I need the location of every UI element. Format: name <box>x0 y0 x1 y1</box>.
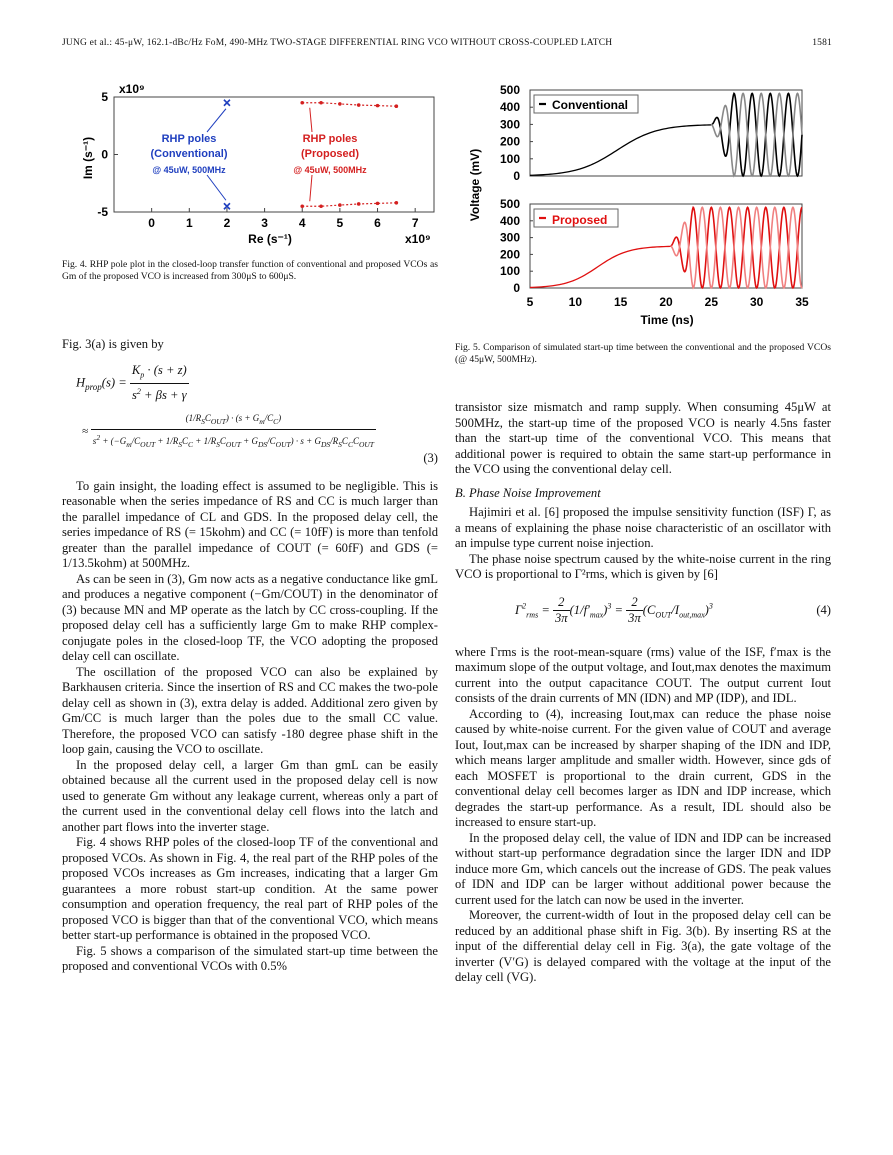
fig4-ylabel: Im (s⁻¹) <box>81 136 95 180</box>
fig4-pole-marker <box>300 204 304 208</box>
fig4-pole-marker <box>357 103 361 107</box>
fig5-ylabel: Voltage (mV) <box>468 148 482 222</box>
fig4-label-prop-3: @ 45uW, 500MHz <box>293 165 367 175</box>
right-paragraph-1: Hajimiri et al. [6] proposed the impulse sensitivity function (ISF) Γ, as a means of explaining the phase noise characteristic of an oscillator with an impulse type current noise injection. <box>455 505 831 550</box>
fig4-xtick-label: 0 <box>148 216 155 230</box>
fig5-xtick-label: 20 <box>659 295 673 309</box>
left-paragraph-1: To gain insight, the loading effect is assumed to be negligible. This is reasonable when the series impedance of RS and CC is much larger than the parallel impedance of CL and GDS. In the proposed delay cell, the series impedance of RS (= 15kohm) and CC (= 10fF) is more than tenfold greater than the parallel impedance of COUT (= 60fF) and GDS (= 1/13.5kohm) at 500MHz. <box>62 478 438 570</box>
fig4-pole-marker <box>338 203 342 207</box>
fig4-pole-marker <box>376 104 380 108</box>
section-heading: B. Phase Noise Improvement <box>455 485 601 500</box>
fig5-xtick-label: 25 <box>704 295 719 309</box>
fig5-xtick-label: 5 <box>526 295 534 309</box>
page-number: 1581 <box>812 38 832 48</box>
fig4-pole-marker <box>338 102 342 106</box>
fig5-ytick-label: 100 <box>499 264 520 279</box>
fig5-ytick-label: 300 <box>499 230 520 245</box>
left-paragraph-2: As can be seen in (3), Gm now acts as a negative conductance like gmL and produces a negative component (−Gm/COUT) in the denominator of (3) because MN and MP operate as the latch by CC cross-coupling. If the proposed delay cell has a sufficiently large Gm to make RHP complex-conjugate poles in the closed-loop TF, the VCO adopting the proposed delay cell can oscillate. <box>62 571 438 663</box>
fig5-ytick-label: 200 <box>499 134 520 149</box>
fig5-xtick-label: 35 <box>795 295 809 309</box>
fig5-ytick-label: 0 <box>513 281 520 295</box>
eq3-number: (3) <box>423 450 438 465</box>
left-column <box>62 337 438 975</box>
fig4-pole-marker <box>319 101 323 105</box>
left-paragraph-4: In the proposed delay cell, a larger Gm than gmL can be easily obtained because all the current used in the proposed delay cell is now used to generate Gm without any leakage current, whereas only a part of the current used in the conventional delay cell flows into the latch and another part flows into the inverter stage. <box>62 757 438 834</box>
fig4-pole-marker <box>319 204 323 208</box>
fig5-ytick-label: 400 <box>499 100 520 115</box>
fig5-ytick-label: 100 <box>499 151 520 166</box>
fig5-startup-plot <box>462 80 834 330</box>
fig4-exp-x: x10⁹ <box>405 232 431 246</box>
fig4-xtick-label: 5 <box>336 216 344 230</box>
fig5-ytick-label: 200 <box>499 247 520 262</box>
running-title: JUNG et al.: 45-μW, 162.1-dBc/Hz FoM, 490-MHz TWO-STAGE DIFFERENTIAL RING VCO WITHOUT CROSS-COUPLED LATCH <box>62 38 613 48</box>
fig4-xtick-label: 1 <box>185 216 193 230</box>
fig4-label-conv-3: @ 45uW, 500MHz <box>152 165 226 175</box>
fig4-xtick-label: 3 <box>261 216 268 230</box>
fig4-label-conv-2: (Conventional) <box>150 148 228 160</box>
fig5-ytick-label: 300 <box>499 117 520 132</box>
right-paragraph-3: where Γrms is the root-mean-square (rms) value of the ISF, f′max is the maximum slope of the output voltage, and Iout,max denotes the maximum current into the output capacitance COUT. The output current Iout consists of the drain currents of MN (IDN) and MP (IDP), and IDL. <box>455 644 831 705</box>
fig4-xtick-label: 7 <box>411 216 419 230</box>
fig4-pole-marker <box>300 101 304 105</box>
fig4-exp-y: x10⁹ <box>119 82 145 96</box>
right-paragraph-4: According to (4), increasing Iout,max can reduce the phase noise caused by white-noise current. For the given value of COUT and average Iout, Iout,max can be increased by sharper shaping of the IDN and IDP, which means larger amplitude and smaller width. However, since gds of each MOSFET is proportional to the drain current, GDS in the conventional delay cell becomes larger as IDN and IDP increase, which degrades the start-up performance. As a result, IDL should also be increased to ensure start-up. <box>455 706 831 829</box>
fig4-ytick-label: 5 <box>101 90 108 104</box>
fig4-xtick-label: 4 <box>298 216 306 230</box>
fig4-pole-marker <box>395 201 399 205</box>
left-paragraph-3: The oscillation of the proposed VCO can also be explained by Barkhausen criteria. Since the insertion of RS and CC makes the two-pole delay cell as shown in (3), extra delay is added. Additional zero given by Gm/CC is much larger than the poles due to the small CC value. Therefore, the proposed VCO can satisfy -180 degree phase shift in the loop gain, causing the VCO to oscillate. <box>62 664 438 756</box>
fig4-pole-plot <box>62 80 442 255</box>
right-paragraph-2: The phase noise spectrum caused by the white-noise current in the ring VCO is proportional to Γ²rms, which is given by [6] <box>455 551 831 581</box>
fig5-xtick-label: 30 <box>749 295 764 309</box>
equation-3: $H_{prop}(s)$ = $\frac{K_p \cdot (s + z)}{s^2 + \beta s + \gamma}$ ≈ $(1/R_SC_{OUT}) \cdot (s + G_m/C_C)$ $s^2 + (-G_m/C_{OUT} + 1/R_SC_C + 1/R_SC_{OUT} + G_{DS}/C_{OUT}) \cdot s + G_{DS}/R_SC_CC_{OUT}$ (3) <box>76 362 438 465</box>
left-intro: Fig. 3(a) is given by <box>62 337 164 351</box>
fig5-ytick-label: 400 <box>499 213 520 228</box>
left-paragraph-5: Fig. 4 shows RHP poles of the closed-loop TF of the conventional and proposed VCOs. As shown in Fig. 4, the real part of the RHP poles of the proposed VCOs increases as Gm increases, indicating that a larger Gm guarantees a more robust start-up condition. At the same power consumption and operation frequency, the real part of RHP poles of the proposed VCO is bigger than that of the conventional VCO, which means better start-up performance is obtained in the proposed VCO. <box>62 835 438 942</box>
fig4-pole-marker <box>357 202 361 206</box>
fig4-ytick-label: -5 <box>97 205 108 219</box>
fig4-label-prop-1: RHP poles <box>302 133 358 145</box>
fig4-xtick-label: 2 <box>223 216 231 230</box>
fig4-pole-marker <box>395 104 399 108</box>
fig5-xlabel: Time (ns) <box>640 313 694 327</box>
equation-4: $\Gamma^2_{rms}$ = $\frac{2}{3\pi}$ $(1/f'_{max})^3$ = $\frac{2}{3\pi}$ $(C_{OUT}/I_{out,max})^3$ (4) <box>515 594 831 625</box>
fig5-legend-top: Conventional <box>552 98 629 112</box>
fig5-ytick-label: 500 <box>499 83 520 97</box>
right-paragraph-6: Moreover, the current-width of Iout in the proposed delay cell can be reduced by an additional phase shift in Fig. 3(b). By inserting RS at the input of the differential delay cell in Fig. 3(a), the gate voltage of the inverter (V′G) is delayed compared with the voltage at the input of the delay cell (VG). <box>455 908 831 984</box>
eq4-number: (4) <box>816 602 831 617</box>
fig4-label-conv-1: RHP poles <box>161 133 217 145</box>
fig5-caption: Fig. 5. Comparison of simulated start-up time between the conventional and the proposed VCOs (@ 45μW, 500MHz). <box>455 342 831 365</box>
running-header <box>62 38 832 48</box>
fig5-xtick-label: 15 <box>613 295 628 309</box>
fig4-pole-marker <box>376 202 380 206</box>
right-paragraph-5: In the proposed delay cell, the value of IDN and IDP can be increased without start-up performance degradation since the larger IDN and IDP induce more Gm, which cancels out the increase of GDS. The peak values of IDN and IDP can be larger without additional power because the current used for the latch can now be used in the inverter. <box>455 830 831 907</box>
fig4-label-prop-2: (Proposed) <box>300 148 360 160</box>
fig4-xlabel: Re (s⁻¹) <box>248 232 292 246</box>
fig4-xtick-label: 6 <box>374 216 381 230</box>
fig5-ytick-label: 500 <box>499 197 520 211</box>
fig5-legend-bottom: Proposed <box>552 213 608 227</box>
right-paragraph-0: transistor size mismatch and ramp supply. When consuming 45μW at 500MHz, the start-up time of the proposed VCO is nearly 4.5ns faster than the start-up time of the conventional VCO. This means that additional power is required to obtain the same start-up performance in the VCO using the conventional delay cell. <box>455 400 831 476</box>
right-column <box>455 400 831 986</box>
fig4-ytick-label: 0 <box>101 147 108 162</box>
left-paragraph-6: Fig. 5 shows a comparison of the simulated start-up time between the proposed and conventional VCOs with 0.5% <box>62 943 438 973</box>
fig5-ytick-label: 0 <box>513 169 520 183</box>
fig5-xtick-label: 10 <box>568 295 583 309</box>
fig4-caption: Fig. 4. RHP pole plot in the closed-loop transfer function of conventional and proposed VCOs as Gm of the proposed VCO is increased from 300μS to 600μS. <box>62 259 438 282</box>
